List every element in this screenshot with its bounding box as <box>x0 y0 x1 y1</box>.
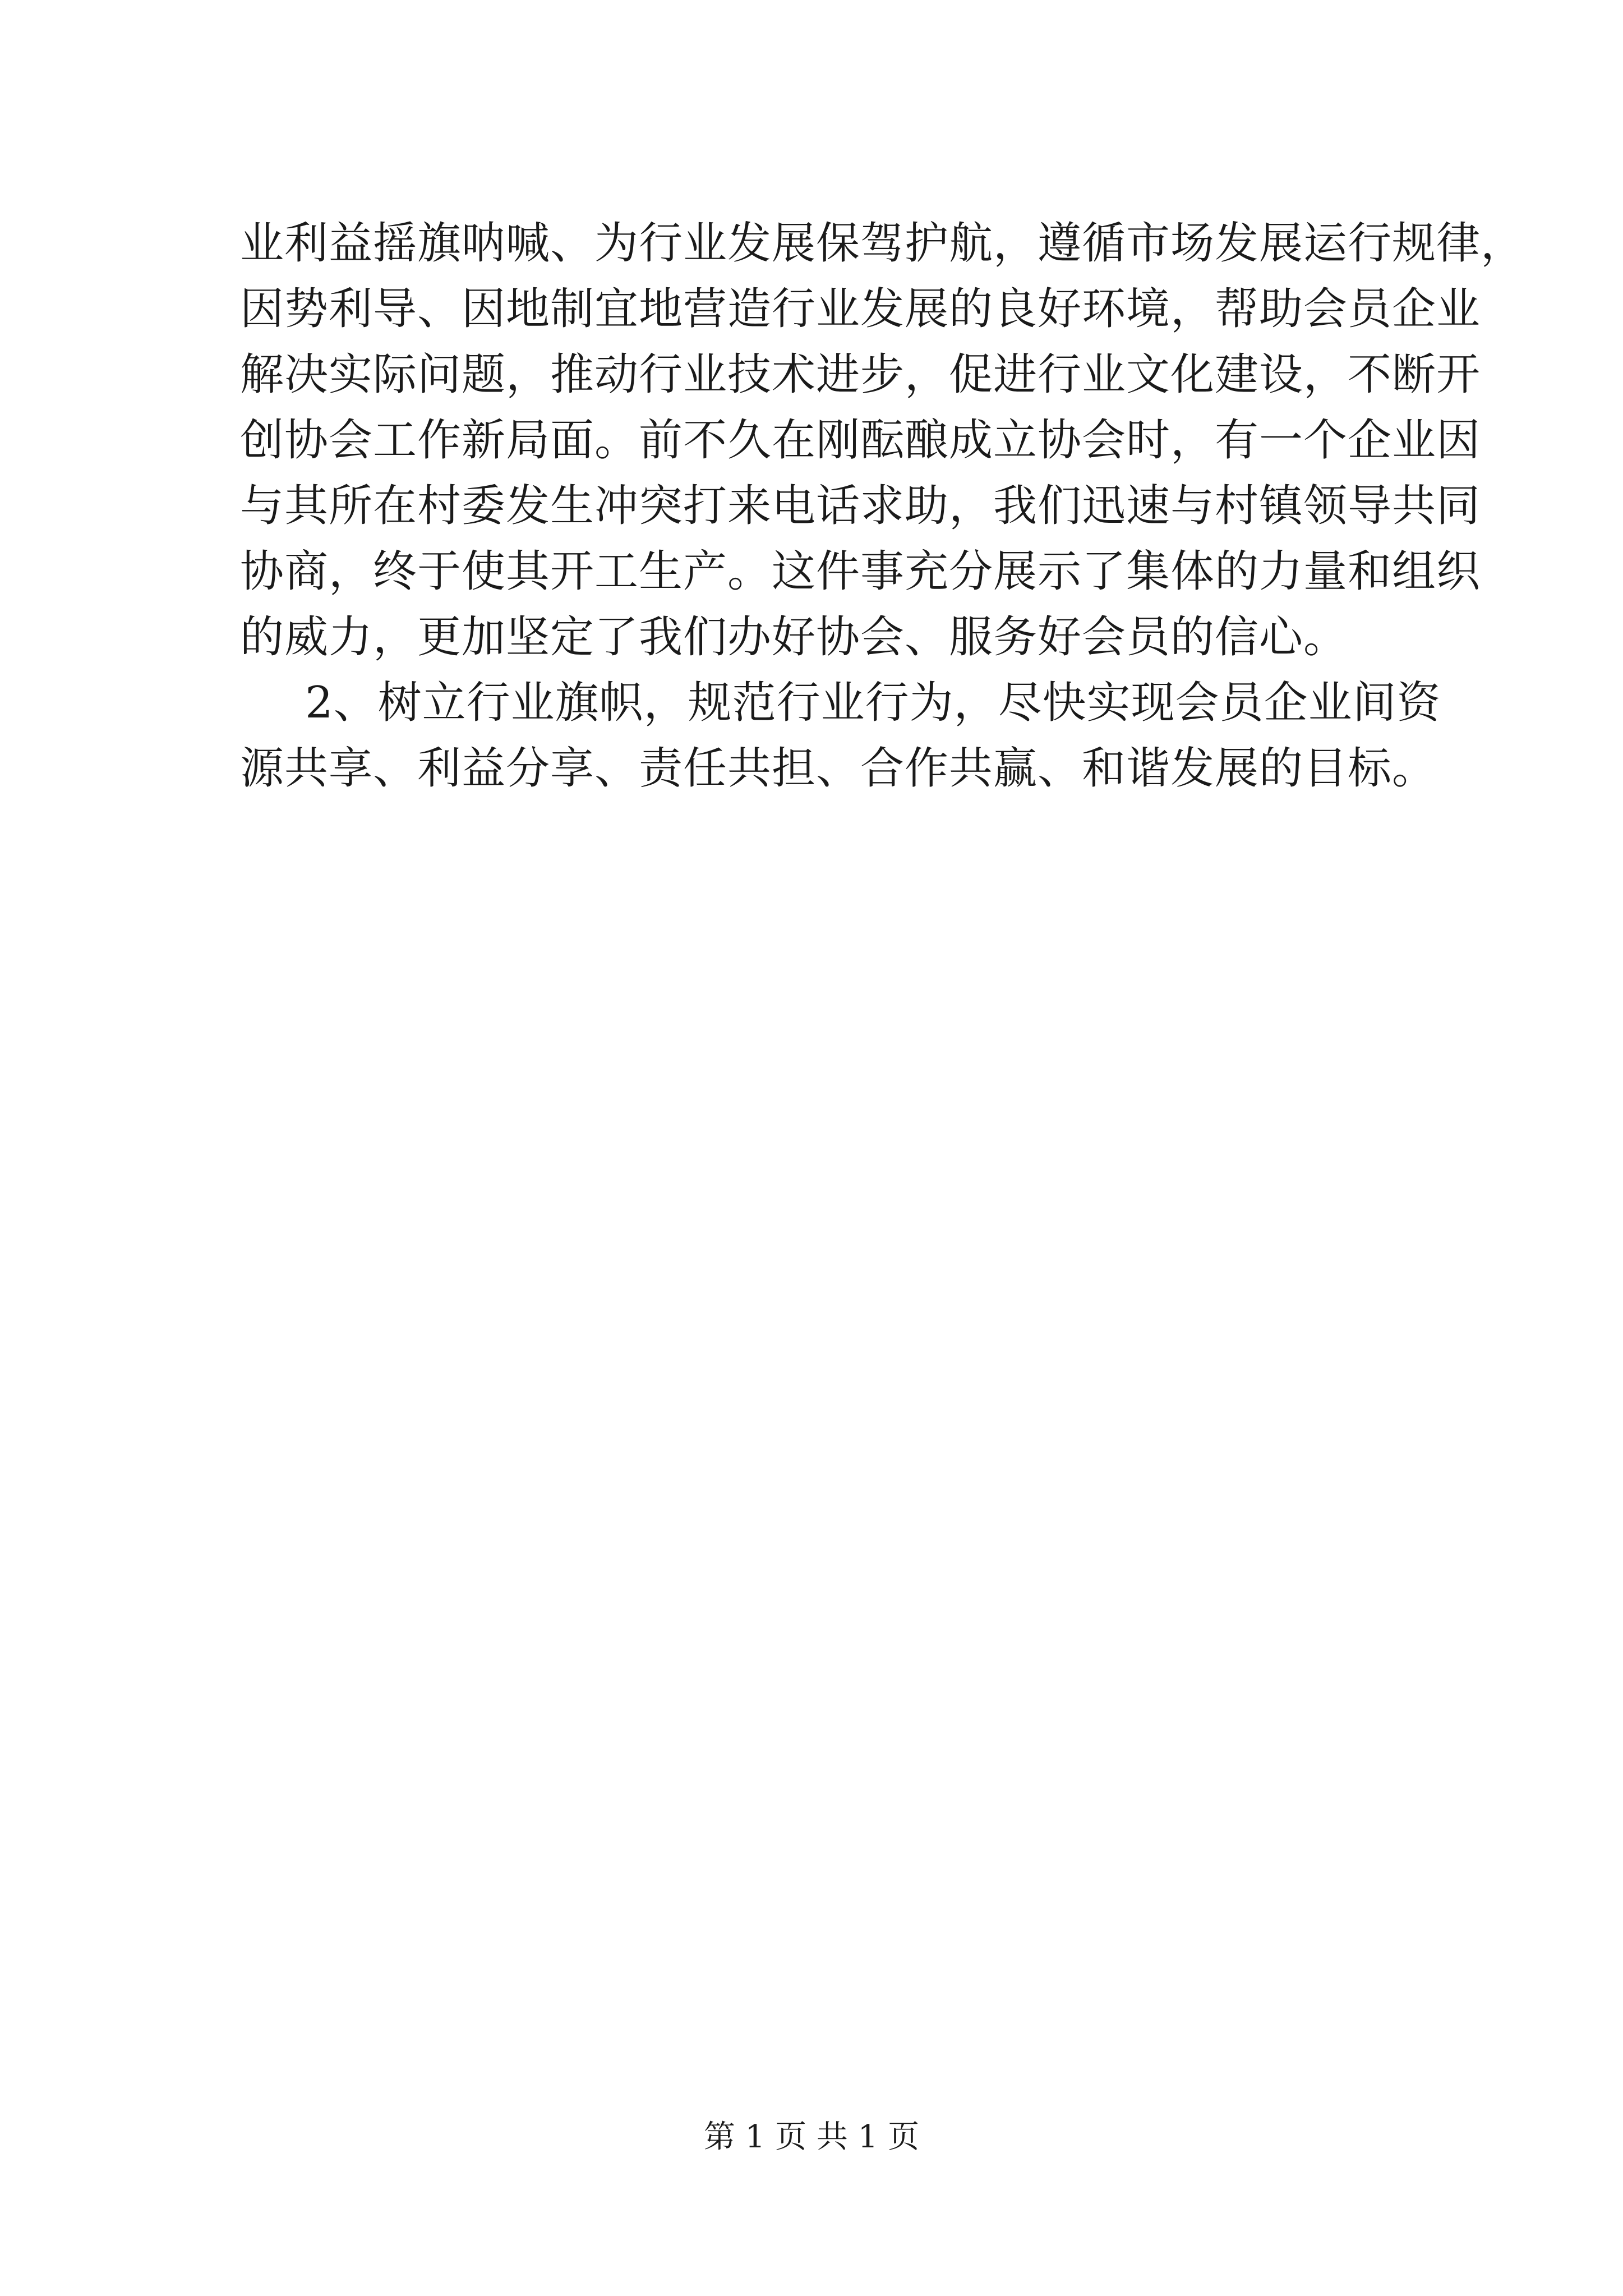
text-line: 解决实际问题，推动行业技术进步，促进行业文化建设，不断开 <box>240 349 1481 400</box>
page-footer: 第 1 页 共 1 页 <box>703 2119 920 2155</box>
text-line: 源共享、利益分享、责任共担、合作共赢、和谐发展的目标。 <box>240 743 1437 794</box>
text-line: 业利益摇旗呐喊、为行业发展保驾护航，遵循市场发展运行规律， <box>240 218 1525 269</box>
text-line: 因势利导、因地制宜地营造行业发展的良好环境，帮助会员企业 <box>240 284 1481 334</box>
text-line: 协商，终于使其开工生产。这件事充分展示了集体的力量和组织 <box>240 546 1481 597</box>
text-line: 的威力，更加坚定了我们办好协会、服务好会员的信心。 <box>240 612 1348 662</box>
paragraph-1 <box>240 211 1525 670</box>
text-line: 2、树立行业旗帜，规范行业行为，尽快实现会员企业间资 <box>305 678 1441 728</box>
text-line: 与其所在村委发生冲突打来电话求助，我们迅速与村镇领导共同 <box>240 481 1481 531</box>
paragraph-2 <box>240 670 1441 802</box>
document-body <box>240 211 1525 802</box>
text-line: 创协会工作新局面。前不久在刚酝酿成立协会时，有一个企业因 <box>240 415 1481 466</box>
